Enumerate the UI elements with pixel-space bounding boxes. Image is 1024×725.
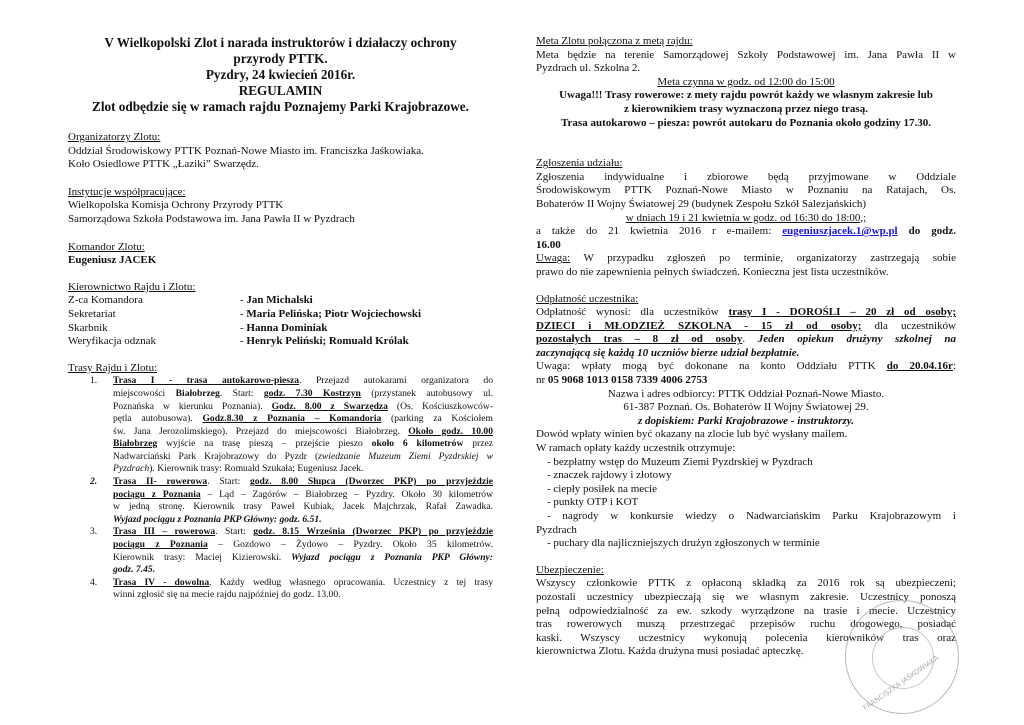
finish-warning: z kierownikiem trasy wyznaczoną przez niego trasą. <box>624 102 868 115</box>
fees-text: . <box>742 333 758 346</box>
benefit-item: - bezpłatny wstęp do Muzeum Ziemi Pyzdrskiej w Pyzdrach <box>547 455 813 468</box>
insurance-line: kierownictwa Zlotu. Każda drużyna musi posiadać apteczkę. <box>536 645 804 658</box>
route-3 <box>68 526 493 576</box>
staff-dash: - <box>240 307 247 320</box>
route-text: w jedną stronę. Kierownik trasy Paweł Kubiak, Jacek Majchrzak, Rafał Zawadka. <box>113 501 493 513</box>
insurance-line: Wszyscy członkowie PTTK z opłaconą składką za 2016 rok są ubezpieczeni; <box>536 577 956 590</box>
organizers-heading: Organizatorzy Zlotu: <box>68 131 161 143</box>
title-line: Pyzdry, 24 kwiecień 2016r. <box>205 67 356 82</box>
route-text: zwiedzanie Muzeum Ziemi Pyzdrskiej w <box>318 450 493 462</box>
payment-note: z dopiskiem: Parki Krajobrazowe - instruktorzy. <box>638 414 854 427</box>
bank-account: 05 9068 1013 0158 7339 4006 2753 <box>547 374 708 387</box>
route-start: godz. 8.00 Słupca (Dworzec PKP) po przyjeździe <box>249 476 494 488</box>
insurance-line: pełną odpowiedzialność za ew. szkody wyrządzone na trasie i mecie. Uczestnicy <box>536 604 956 617</box>
registration-heading: Zgłoszenia udziału: <box>536 157 623 170</box>
staff-role: Z-ca Komandora <box>68 294 143 307</box>
route-text: ). Kierownik trasy: Romuald Szukała; Eugeniusz Jacek. <box>149 463 364 475</box>
fees-text: Dowód wpłaty winien być okazany na zlocie lub być wysłany mailem. <box>536 428 848 441</box>
finish-warning: Trasa autokarowo – piesza: powrót autokaru do Poznania około godziny 17.30. <box>561 116 931 129</box>
route-text: Białobrzeg <box>113 438 158 450</box>
route-2 <box>68 476 493 526</box>
benefit-item: - ciepły posiłek na mecie <box>547 482 657 495</box>
route-4 <box>68 577 493 602</box>
route-start: pociągu z Poznania <box>113 488 201 500</box>
insurance-line: tras rowerowych muszą przestrzegać przepisów ruchu drogowego, posiadać <box>536 618 956 631</box>
route-text: wyjście na trasę pieszą – przejście pieszo <box>157 438 372 450</box>
route-text: . Start: <box>207 476 250 488</box>
registration-deadline: 16.00 <box>536 238 561 251</box>
benefit-item: - puchary dla najliczniejszych drużyn zgłoszonych w terminie <box>547 537 820 550</box>
route-departure: godz. 7.45. <box>113 564 156 576</box>
commander-heading: Komandor Zlotu: <box>68 240 145 253</box>
organizer-line: Koło Osiedlowe PTTK „Łaziki” Swarzędz. <box>68 158 259 171</box>
insurance-line: pozostali uczestnicy ubezpieczają się we własnym zakresie. Uczestnicy ponoszą <box>536 590 956 603</box>
seal-text: FRANCISZKA JAŚKOWIAKA <box>861 653 941 713</box>
partner-line: Samorządowa Szkoła Podstawowa im. Jana Pawła II w Pyzdrach <box>68 212 355 225</box>
route-text: winni zgłosić się na mecie rajdu najpóźniej do godz. 13.00. <box>113 589 341 601</box>
staff-heading: Kierownictwo Rajdu i Zlotu: <box>68 280 196 293</box>
staff-name: Henryk Peliński; Romuald Królak <box>246 335 409 348</box>
fee-other: pozostałych tras – 8 zł od osoby <box>536 333 743 346</box>
finish-line: Pyzdrach ul. Szkolna 2. <box>536 62 641 75</box>
fees-text: nr <box>536 374 548 387</box>
route-text: Pyzdrach <box>113 463 150 475</box>
fees-heading: Odpłatność uczestnika: <box>536 292 639 305</box>
route-start: Godz.8.30 z Poznania – Komandoria <box>202 413 382 425</box>
left-column <box>68 0 493 602</box>
fees-text: Odpłatność wynosi: dla uczestników <box>536 306 729 319</box>
route-start: Godz. 8.00 z Swarzędza <box>271 400 388 412</box>
payment-deadline: do 20.04.16r <box>886 360 953 373</box>
staff-row <box>68 335 493 349</box>
staff-row <box>68 308 493 322</box>
fee-adults: trasy I - DOROŚLI – 20 zł od osoby; <box>728 306 956 319</box>
route-text: . Start: <box>219 387 264 399</box>
registration-dates: w dniach 19 i 21 kwietnia w godz. od 16:30 do 18:00,; <box>625 211 867 224</box>
route-text: Białobrzeg <box>175 387 220 399</box>
staff-role: Skarbnik <box>68 321 108 334</box>
insurance-heading: Ubezpieczenie: <box>536 563 604 576</box>
commander-section <box>68 241 493 268</box>
fee-guardian: Jeden opiekun drużyny szkolnej na <box>757 333 957 346</box>
route-text: . Przejazd autokarami organizatora do <box>299 375 493 387</box>
title-line: przyrody PTTK. <box>233 51 328 66</box>
staff-name: Jan Michalski <box>246 294 313 307</box>
finish-hours: Meta czynna w godz. od 12:00 do 15:00 <box>657 75 835 88</box>
route-time: Około godz. 10.00 <box>408 425 493 437</box>
organizers-section <box>68 131 493 172</box>
finish-line: Meta będzie na terenie Samorządowej Szkoły Podstawowej im. Jana Pawła II w <box>536 48 956 61</box>
route-text: . Każdy według własnego opracowania. Uczestnicy z tej trasy <box>209 576 494 588</box>
registration-deadline: do godz. <box>897 225 957 238</box>
document-title <box>68 35 493 115</box>
route-number: 3. <box>90 526 98 538</box>
staff-row <box>68 294 493 308</box>
route-text: (przystanek autobusowy ul. <box>360 387 493 399</box>
route-text: (parking za Kościołem <box>381 413 493 425</box>
finish-section <box>536 35 956 130</box>
route-departure: Wyjazd pociągu z Poznania PKP Główny: godz. 6.51. <box>113 513 322 525</box>
route-number: 2. <box>90 476 98 488</box>
recipient-address: Nazwa i adres odbiorcy: PTTK Oddział Poznań-Nowe Miasto. <box>607 387 885 400</box>
note-label: Uwaga: <box>536 252 571 265</box>
registration-section <box>536 157 956 279</box>
fee-guardian: zaczynającą się każdą 10 uczniów bierze udział bezpłatnie. <box>536 346 800 359</box>
staff-name: Hanna Dominiak <box>246 321 328 334</box>
partner-line: Wielkopolska Komisja Ochrony Przyrody PTTK <box>68 199 284 212</box>
route-text: Nadwarciański Park Krajobrazowy do Pyzdr ( <box>113 450 319 462</box>
staff-dash: - <box>240 294 247 307</box>
routes-heading: Trasy Rajdu i Zlotu: <box>68 361 158 374</box>
fees-section <box>536 293 956 551</box>
title-line: V Wielkopolski Zlot i narada instruktorów i działaczy ochrony <box>104 35 457 50</box>
registration-line: a także do 21 kwietnia 2016 r e-mailem: <box>536 225 783 238</box>
routes-section <box>68 362 493 602</box>
note-text: prawo do nie zapewnienia pełnych świadczeń. Konieczna jest lista uczestników. <box>536 265 889 278</box>
route-text: – Ląd – Zagórów – Białobrzeg – Pyzdry. Około 30 kilometrów <box>200 488 493 500</box>
finish-heading: Meta Zlotu połączona z metą rajdu: <box>536 35 693 47</box>
registration-line: Bohaterów II Wojny Światowej 29 (budynek Zespołu Szkół Salezjańskich) <box>536 197 867 210</box>
route-text: pętla autobusowa). <box>113 413 203 425</box>
title-line: Zlot odbędzie się w ramach rajdu Poznajemy Parki Krajobrazowe. <box>92 99 469 114</box>
benefit-item: Pyzdrach <box>536 523 577 536</box>
staff-role: Sekretariat <box>68 307 116 320</box>
route-text: miejscowości <box>113 387 176 399</box>
route-start: godz. 7.30 Kostrzyn <box>263 387 361 399</box>
route-start: godz. 8.15 Września (Dworzec PKP) po przyjeździe <box>253 526 494 538</box>
route-text: – Gozdowo – Żydowo – Pyzdry. Około 35 kilometrów. <box>207 539 493 551</box>
route-name: Trasa I - trasa autokarowo-piesza <box>113 375 300 387</box>
recipient-address: 61-387 Poznań. Os. Bohaterów II Wojny Światowej 29. <box>623 401 869 414</box>
benefit-item: - nagrody w konkursie wiedzy o Nadwarciańskim Parku Krajobrazowym i <box>547 510 956 522</box>
route-1 <box>68 375 493 476</box>
fees-text: : <box>952 360 957 373</box>
partners-section <box>68 186 493 227</box>
registration-line: Zgłoszenia indywidualne i zbiorowe będą przyjmowane w Oddziale <box>536 170 956 183</box>
route-text: Poznańska w kierunku Poznania). <box>113 400 272 412</box>
route-text: przez <box>463 438 493 450</box>
seal-stamp <box>845 600 959 714</box>
staff-dash: - <box>240 335 247 348</box>
right-column <box>536 0 956 659</box>
insurance-line: kaski. Wszyscy uczestnicy wykonują polecenia kierowników tras oraz <box>536 631 956 644</box>
partners-heading: Instytucje współpracujące: <box>68 185 186 198</box>
route-text: (Os. Kościuszkowców- <box>387 400 493 412</box>
email-link[interactable]: eugeniuszjacek.1@wp.pl <box>782 225 898 238</box>
route-departure: Wyjazd pociągu z Poznania PKP Główny: <box>291 551 493 563</box>
route-text: Kierownik trasy: Maciej Kizierowski. <box>113 551 292 563</box>
organizer-line: Oddział Środowiskowy PTTK Poznań-Nowe Miasto im. Franciszka Jaśkowiaka. <box>68 144 424 157</box>
route-start: pociągu z Poznania <box>113 539 208 551</box>
route-text: około 6 kilometrów <box>371 438 464 450</box>
route-number: 1. <box>90 375 98 387</box>
route-name: Trasa IV - dowolna <box>113 576 210 588</box>
finish-warning: Uwaga!!! Trasy rowerowe: z mety rajdu powrót każdy we własnym zakresie lub <box>559 89 933 102</box>
registration-line: Środowiskowym PTTK Poznań-Nowe Miasto w Poznaniu na Ratajach, Os. <box>536 184 956 197</box>
route-name: Trasa II- rowerowa <box>113 476 208 488</box>
note-text: W przypadku zgłoszeń po terminie, organizatorzy zastrzegają sobie <box>570 252 956 265</box>
route-number: 4. <box>90 576 98 588</box>
route-name: Trasa III – rowerowa <box>113 526 216 538</box>
fees-text: Uwaga: wpłaty mogą być dokonane na konto Oddziału PTTK <box>536 360 887 373</box>
fees-text: dla uczestników <box>861 319 956 332</box>
route-text: św. Jana Jerozolimskiego). Przejazd do miejscowości Białobrzeg. <box>113 425 409 437</box>
benefit-item: - znaczek rajdowy i złotowy <box>547 469 672 482</box>
staff-role: Weryfikacja odznak <box>68 335 156 348</box>
title-line: REGULAMIN <box>238 83 323 98</box>
benefit-item: - punkty OTP i KOT <box>547 496 639 509</box>
staff-row <box>68 322 493 336</box>
staff-section <box>68 281 493 349</box>
staff-dash: - <box>240 321 247 334</box>
fees-text: W ramach opłaty każdy uczestnik otrzymuje: <box>536 442 736 455</box>
route-text: . Start: <box>215 526 254 538</box>
staff-name: Maria Pelińska; Piotr Wojciechowski <box>246 307 422 320</box>
commander-name: Eugeniusz JACEK <box>68 254 157 267</box>
fee-children: DZIECI i MŁODZIEŻ SZKOLNA - 15 zł od osoby; <box>536 319 862 332</box>
